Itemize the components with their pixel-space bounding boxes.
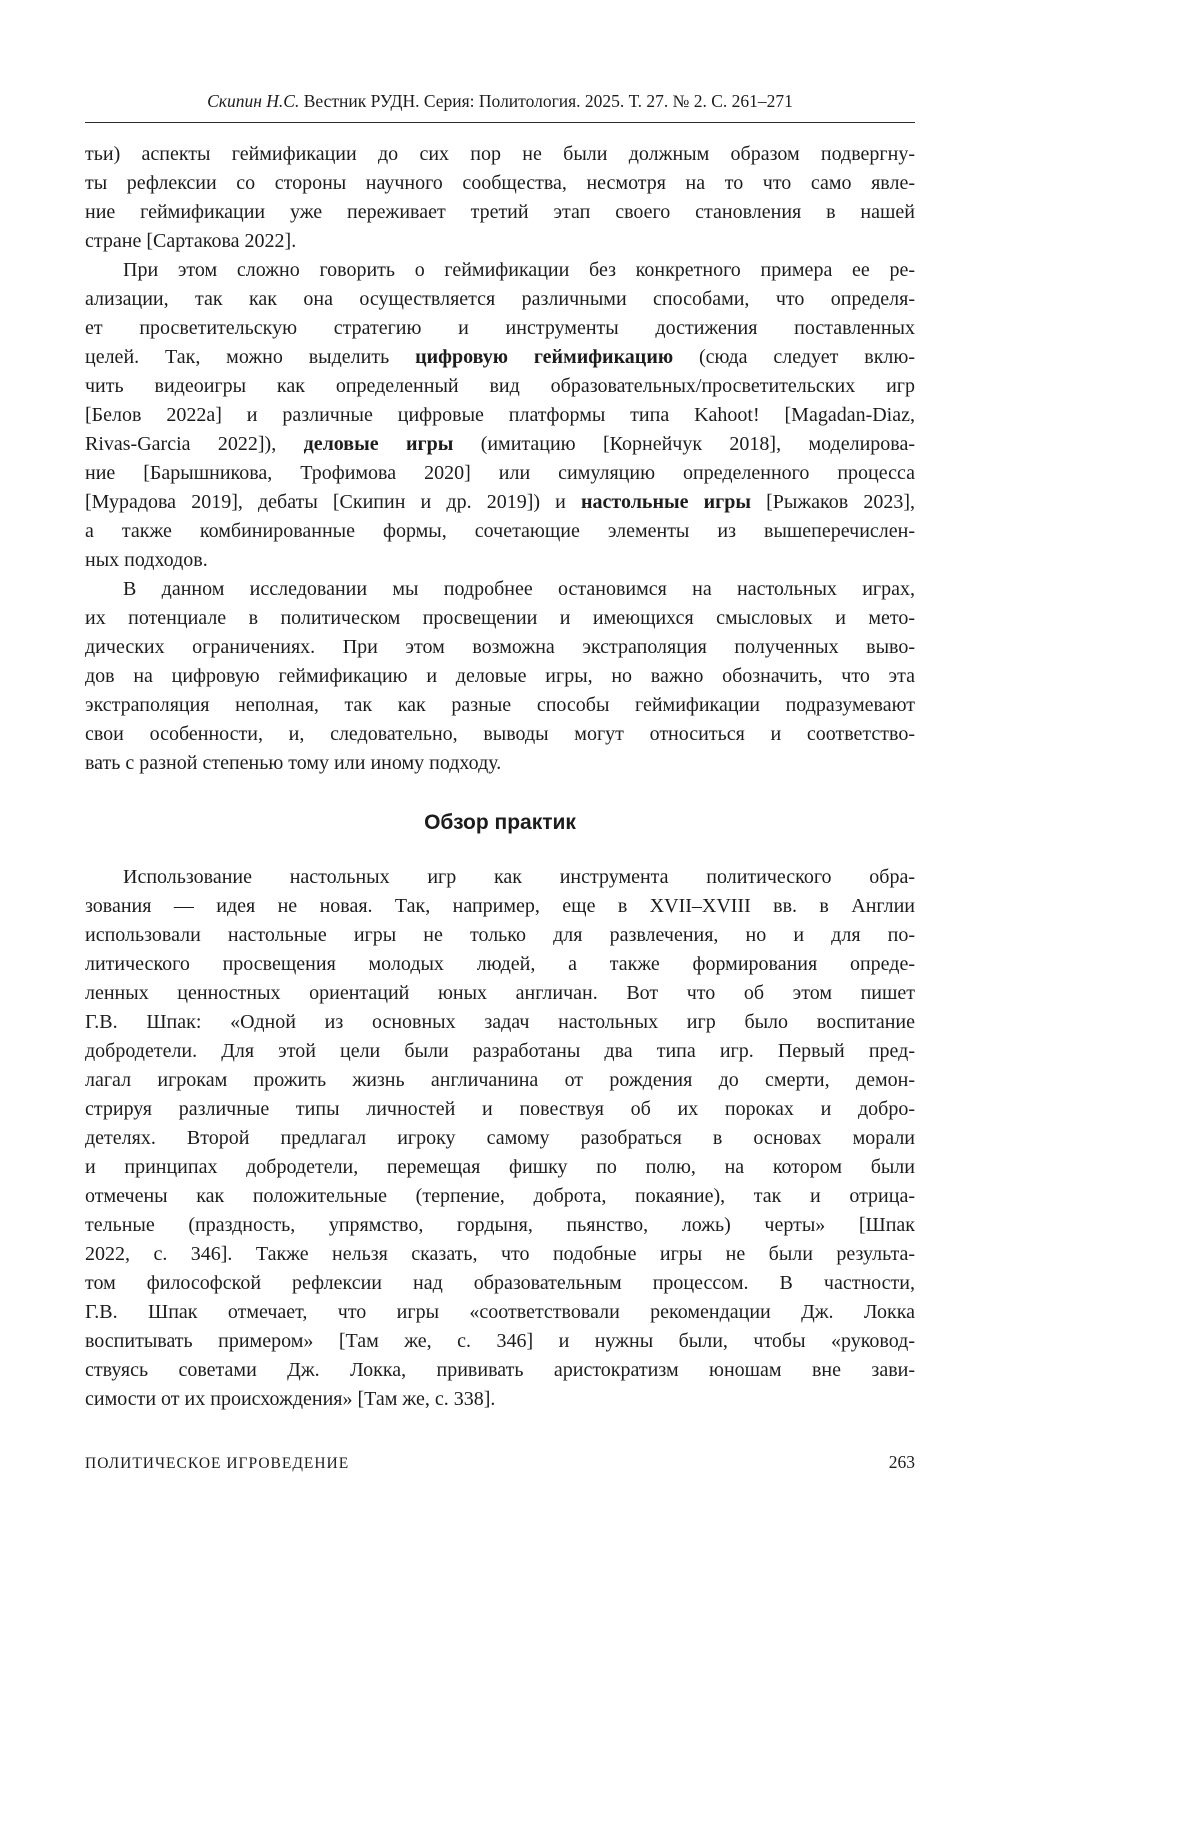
page-footer bbox=[85, 1452, 915, 1473]
body-text: симости от их происхождения» [Там же, с. 338]. bbox=[85, 1388, 496, 1410]
text-line bbox=[85, 1211, 915, 1240]
body-text: добродетели. Для этой цели были разработаны два типа игр. Первый пред- bbox=[85, 1040, 915, 1062]
body-text: литического просвещения молодых людей, а также формирования опреде- bbox=[85, 953, 915, 975]
emphasis-text: деловые игры bbox=[303, 433, 454, 455]
body-text: Г.В. Шпак: «Одной из основных задач настольных игр было воспитание bbox=[85, 1011, 915, 1033]
body-text: ние [Барышникова, Трофимова 2020] или симуляцию определенного процесса bbox=[85, 462, 915, 484]
body-text: свои особенности, и, следовательно, выводы могут относиться и соответство- bbox=[85, 723, 915, 745]
page-number: 263 bbox=[888, 1452, 915, 1472]
body-text: стрируя различные типы личностей и повествуя об их пороках и добро- bbox=[85, 1098, 915, 1120]
body-text: чить видеоигры как определенный вид образовательных/просветительских игр bbox=[85, 375, 915, 397]
text-line bbox=[85, 198, 915, 227]
body-text: (имитацию [Корнейчук 2018], моделирова- bbox=[453, 433, 915, 455]
text-line bbox=[85, 1095, 915, 1124]
body-text: экстраполяция неполная, так как разные способы геймификации подразумевают bbox=[85, 694, 915, 716]
text-line bbox=[85, 1008, 915, 1037]
body-text: том философской рефлексии над образовательным процессом. В частности, bbox=[85, 1272, 915, 1294]
body-text: (сюда следует вклю- bbox=[673, 346, 915, 368]
body-text: ствуясь советами Дж. Локка, прививать аристократизм юношам вне зави- bbox=[85, 1359, 915, 1381]
body-text: [Белов 2022а] и различные цифровые платформы типа Kahoot! [Magadan-Diaz, bbox=[85, 404, 915, 426]
body-text: отмечены как положительные (терпение, доброта, покаяние), так и отрица- bbox=[85, 1185, 915, 1207]
article-body bbox=[85, 140, 915, 1414]
emphasis-text: цифровую геймификацию bbox=[415, 346, 674, 368]
text-line bbox=[85, 1240, 915, 1269]
section-heading: Обзор практик bbox=[424, 811, 576, 834]
body-text: При этом сложно говорить о геймификации без конкретного примера ее ре- bbox=[123, 259, 915, 281]
body-text: ленных ценностных ориентаций юных англичан. Вот что об этом пишет bbox=[85, 982, 915, 1004]
text-line bbox=[85, 1153, 915, 1182]
paragraph bbox=[85, 575, 915, 778]
text-line bbox=[85, 720, 915, 749]
paragraph bbox=[85, 256, 915, 575]
text-line bbox=[85, 575, 915, 604]
body-text: зования — идея не новая. Так, например, еще в XVII–XVIII вв. в Англии bbox=[85, 895, 915, 917]
paragraph bbox=[85, 863, 915, 1414]
body-text: Г.В. Шпак отмечает, что игры «соответствовали рекомендации Дж. Локка bbox=[85, 1301, 915, 1323]
text-line bbox=[85, 372, 915, 401]
running-header-source: Вестник РУДН. Серия: Политология. 2025. Т. 27. № 2. С. 261–271 bbox=[299, 91, 793, 111]
text-line bbox=[85, 1037, 915, 1066]
text-line bbox=[85, 950, 915, 979]
text-line bbox=[85, 1124, 915, 1153]
body-text: и принципах добродетели, перемещая фишку по полю, на котором были bbox=[85, 1156, 915, 1178]
body-text: дов на цифровую геймификацию и деловые игры, но важно обозначить, что эта bbox=[85, 665, 915, 687]
body-text: тьи) аспекты геймификации до сих пор не были должным образом подвергну- bbox=[85, 143, 915, 165]
text-line bbox=[85, 1066, 915, 1095]
emphasis-text: настольные игры bbox=[581, 491, 751, 513]
body-text: Rivas-Garcia 2022]), bbox=[85, 433, 304, 455]
text-line bbox=[85, 256, 915, 285]
text-line bbox=[85, 633, 915, 662]
body-text: 2022, с. 346]. Также нельзя сказать, что подобные игры не были результа- bbox=[85, 1243, 915, 1265]
body-text: стране [Сартакова 2022]. bbox=[85, 230, 297, 252]
body-text: Использование настольных игр как инструмента политического обра- bbox=[123, 866, 915, 888]
text-line bbox=[85, 1298, 915, 1327]
text-line bbox=[85, 546, 915, 575]
header-rule bbox=[85, 122, 915, 123]
text-line bbox=[85, 604, 915, 633]
body-text: ных подходов. bbox=[85, 549, 208, 571]
body-text: В данном исследовании мы подробнее остановимся на настольных играх, bbox=[123, 578, 915, 600]
text-line bbox=[85, 517, 915, 546]
text-line bbox=[85, 140, 915, 169]
text-line bbox=[85, 662, 915, 691]
text-line bbox=[85, 285, 915, 314]
body-text: детелях. Второй предлагал игроку самому разобраться в основах морали bbox=[85, 1127, 915, 1149]
body-text: ние геймификации уже переживает третий этап своего становления в нашей bbox=[85, 201, 915, 223]
text-line bbox=[85, 1182, 915, 1211]
body-text: [Рыжаков 2023], bbox=[751, 491, 915, 513]
body-text: вать с разной степенью тому или иному подходу. bbox=[85, 752, 502, 774]
body-text: [Мурадова 2019], дебаты [Скипин и др. 2019]) и bbox=[85, 491, 581, 513]
text-line bbox=[85, 892, 915, 921]
running-header-author: Скипин Н.С. bbox=[207, 91, 300, 111]
body-text: ты рефлексии со стороны научного сообщества, несмотря на то что само явле- bbox=[85, 172, 915, 194]
text-line bbox=[85, 979, 915, 1008]
text-line bbox=[85, 749, 915, 778]
text-line bbox=[85, 691, 915, 720]
body-text: их потенциале в политическом просвещении и имеющихся смысловых и мето- bbox=[85, 607, 915, 629]
text-line bbox=[85, 1385, 915, 1414]
text-line bbox=[85, 488, 915, 517]
text-line bbox=[85, 314, 915, 343]
body-text: ет просветительскую стратегию и инструменты достижения поставленных bbox=[85, 317, 915, 339]
body-text: лагал игрокам прожить жизнь англичанина от рождения до смерти, демон- bbox=[85, 1069, 915, 1091]
text-line bbox=[85, 401, 915, 430]
text-line bbox=[85, 459, 915, 488]
running-footer-title: ПОЛИТИЧЕСКОЕ ИГРОВЕДЕНИЕ bbox=[85, 1455, 350, 1472]
body-text: ализации, так как она осуществляется различными способами, что определя- bbox=[85, 288, 915, 310]
text-line bbox=[85, 430, 915, 459]
body-text: тельные (праздность, упрямство, гордыня, пьянство, ложь) черты» [Шпак bbox=[85, 1214, 915, 1236]
body-text: а также комбинированные формы, сочетающие элементы из вышеперечислен- bbox=[85, 520, 915, 542]
text-line bbox=[85, 227, 915, 256]
text-line bbox=[85, 169, 915, 198]
body-text: целей. Так, можно выделить bbox=[85, 346, 416, 368]
text-line bbox=[85, 863, 915, 892]
body-text: дических ограничениях. При этом возможна экстраполяция полученных выво- bbox=[85, 636, 915, 658]
text-line bbox=[85, 921, 915, 950]
body-text: использовали настольные игры не только для развлечения, но и для по- bbox=[85, 924, 915, 946]
running-header bbox=[85, 90, 915, 112]
text-line bbox=[85, 1356, 915, 1385]
text-line bbox=[85, 343, 915, 372]
text-line bbox=[85, 1269, 915, 1298]
body-text: воспитывать примером» [Там же, с. 346] и нужны были, чтобы «руковод- bbox=[85, 1330, 915, 1352]
text-line bbox=[85, 1327, 915, 1356]
paragraph bbox=[85, 140, 915, 256]
